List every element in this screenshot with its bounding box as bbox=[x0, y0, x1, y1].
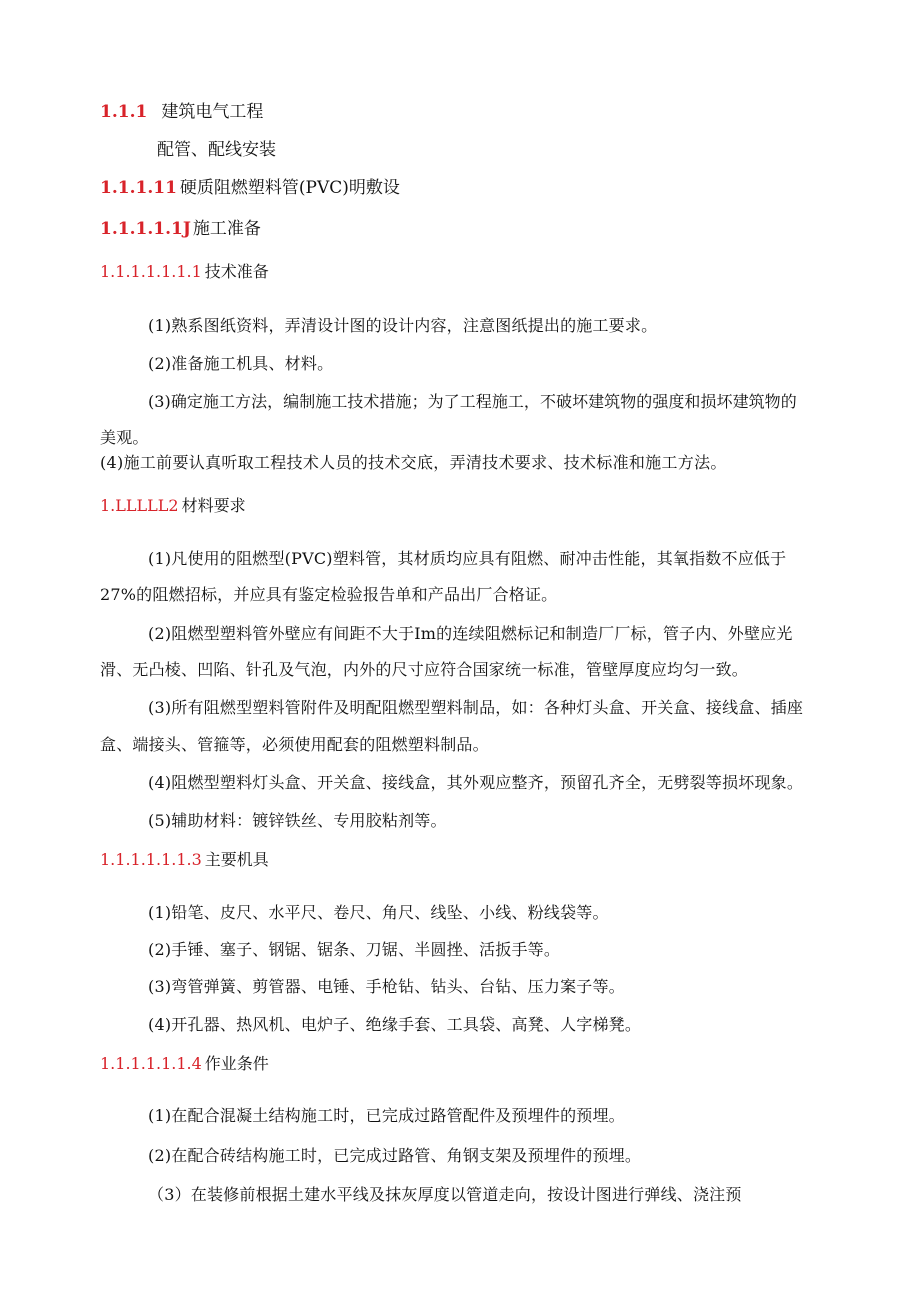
materials-item-3-cont: 盒、端接头、管箍等，必须使用配套的阻燃塑料制品。 bbox=[100, 735, 489, 754]
heading-3 bbox=[100, 219, 261, 239]
section-tools-title: 主要机具 bbox=[204, 850, 269, 869]
heading-1-text: 建筑电气工程 bbox=[161, 102, 264, 122]
heading-3-number: 1.1.1.1.1J bbox=[100, 219, 191, 239]
heading-3-text: 施工准备 bbox=[192, 219, 261, 239]
section-tools-number: 1.1.1.1.1.1.3 bbox=[100, 850, 202, 869]
section-conditions-title: 作业条件 bbox=[204, 1054, 269, 1073]
section-tech-prep-number: 1.1.1.1.1.1.1 bbox=[100, 262, 202, 281]
tech-prep-item-2: (2)准备施工机具、材料。 bbox=[148, 354, 334, 373]
materials-item-4: (4)阻燃型塑料灯头盒、开关盒、接线盒，其外观应整齐，预留孔齐全，无劈裂等损坏现象。 bbox=[148, 773, 804, 792]
materials-item-2-cont: 滑、无凸棱、凹陷、针孔及气泡，内外的尺寸应符合国家统一标准，管壁厚度应均匀一致。 bbox=[100, 660, 749, 679]
heading-2 bbox=[100, 178, 400, 198]
section-tech-prep-heading bbox=[100, 262, 269, 282]
section-materials-number: 1.LLLLL2 bbox=[100, 496, 179, 515]
conditions-item-3: （3）在装修前根据土建水平线及抹灰厚度以管道走向，按设计图进行弹线、浇注预 bbox=[148, 1185, 742, 1204]
materials-item-3: (3)所有阻燃型塑料管附件及明配阻燃型塑料制品，如：各种灯头盒、开关盒、接线盒、插座 bbox=[148, 698, 804, 717]
tools-item-3: (3)弯管弹簧、剪管器、电锤、手枪钻、钻头、台钻、压力案子等。 bbox=[148, 977, 625, 996]
tools-item-4: (4)开孔器、热风机、电炉子、绝缘手套、工具袋、高凳、人字梯凳。 bbox=[148, 1015, 642, 1034]
heading-1 bbox=[100, 102, 263, 122]
conditions-item-2: (2)在配合砖结构施工时，已完成过路管、角钢支架及预埋件的预埋。 bbox=[148, 1146, 642, 1165]
conditions-item-1: (1)在配合混凝土结构施工时，已完成过路管配件及预埋件的预埋。 bbox=[148, 1106, 625, 1125]
heading-1-subtitle bbox=[157, 140, 276, 160]
section-tools-heading bbox=[100, 850, 269, 870]
heading-1-number: 1.1.1 bbox=[100, 102, 148, 122]
heading-2-text: 硬质阻燃塑料管(PVC)明敷设 bbox=[179, 178, 400, 198]
section-tech-prep-title: 技术准备 bbox=[204, 262, 269, 281]
materials-item-5: (5)辅助材料：镀锌铁丝、专用胶粘剂等。 bbox=[148, 811, 447, 830]
tools-item-1: (1)铅笔、皮尺、水平尺、卷尺、角尺、线坠、小线、粉线袋等。 bbox=[148, 903, 609, 922]
materials-item-1: (1)凡使用的阻燃型(PVC)塑料管，其材质均应具有阻燃、耐冲击性能，其氧指数不应低于 bbox=[148, 549, 787, 568]
heading-1-subtitle-text: 配管、配线安装 bbox=[157, 140, 276, 160]
section-conditions-heading bbox=[100, 1054, 269, 1074]
section-materials-heading bbox=[100, 496, 246, 516]
tech-prep-item-1: (1)熟系图纸资料，弄清设计图的设计内容，注意图纸提出的施工要求。 bbox=[148, 316, 658, 335]
heading-2-number: 1.1.1.11 bbox=[100, 178, 177, 198]
tech-prep-item-3: (3)确定施工方法，编制施工技术措施；为了工程施工，不破坏建筑物的强度和损坏建筑物的 bbox=[148, 392, 797, 411]
tech-prep-item-3-cont: 美观。 bbox=[100, 428, 149, 447]
materials-item-2: (2)阻燃型塑料管外壁应有间距不大于Im的连续阻燃标记和制造厂厂标，管子内、外壁应光 bbox=[148, 624, 793, 643]
tools-item-2: (2)手锤、塞子、钢锯、锯条、刀锯、半圆挫、活扳手等。 bbox=[148, 940, 561, 959]
tech-prep-item-4: (4)施工前要认真听取工程技术人员的技术交底，弄清技术要求、技术标准和施工方法。 bbox=[100, 453, 727, 472]
section-materials-title: 材料要求 bbox=[181, 496, 246, 515]
section-conditions-number: 1.1.1.1.1.1.4 bbox=[100, 1054, 202, 1073]
materials-item-1-cont: 27%的阻燃招标，并应具有鉴定检验报告单和产品出厂合格证。 bbox=[100, 585, 558, 604]
